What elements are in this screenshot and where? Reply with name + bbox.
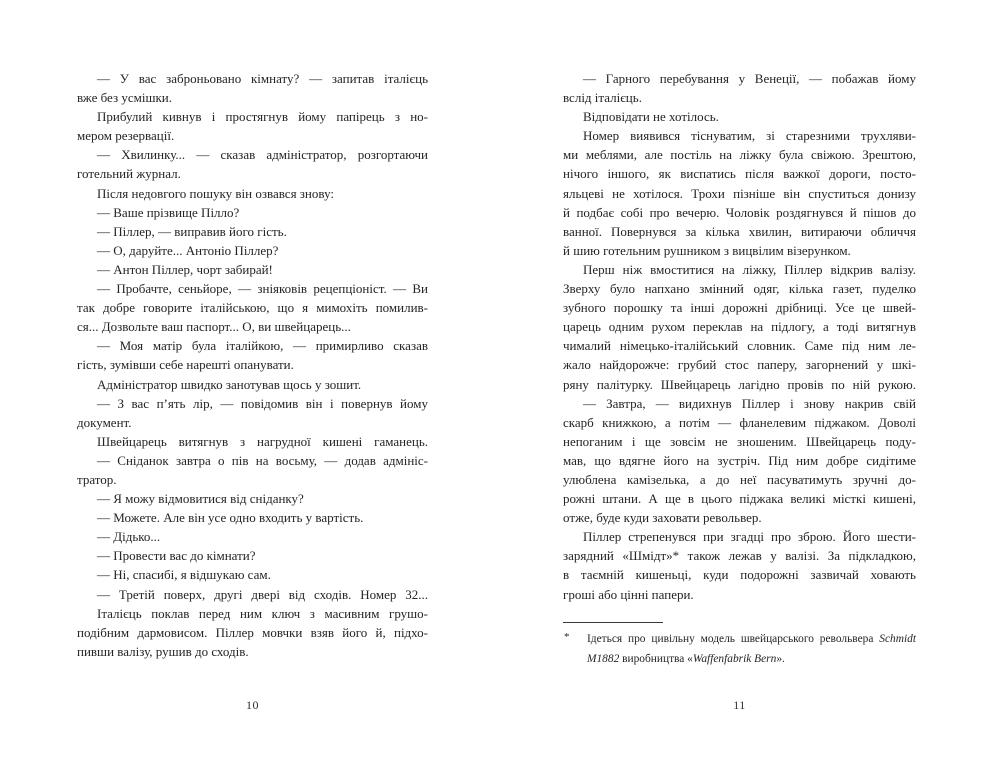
- text-line: — Хвилинку... — сказав адміністратор, розгортаючи: [97, 147, 428, 163]
- text-line: пивши валізу, рушив до сходів.: [77, 643, 249, 659]
- page-number-right: 11: [733, 698, 746, 712]
- text-line: — Моя матір була італійкою, — примирливо сказав: [97, 338, 428, 354]
- text-line: — Можете. Але він усе одно входить у вартість.: [97, 510, 364, 526]
- text-line: мером резервації.: [77, 128, 175, 144]
- text-line: тратор.: [77, 471, 117, 487]
- text-line: зубного порошку та інші дорожні дрібниці. Усе це швей-: [563, 300, 916, 316]
- text-line: в таємній кишеньці, куди подорожні зазвичай ховають: [563, 567, 916, 583]
- text-line: Адміністратор швидко занотував щось у зошит.: [97, 376, 362, 392]
- text-line: ся... Дозвольте ваш паспорт... О, ви швейцарець...: [77, 319, 351, 335]
- page-right-text: [563, 69, 916, 604]
- text-line: — Я можу відмовитися від сніданку?: [97, 491, 304, 507]
- text-line: й подбає собі про вечерю. Чоловік роздягнувся й пішов до: [563, 204, 916, 220]
- text-line: Прибулий кивнув і простягнув йому папірець з но-: [97, 109, 428, 125]
- text-line: яльцеві не хотілося. Трохи пізніше він спуститься донизу: [563, 185, 916, 201]
- text-line: — У вас заброньовано кімнату? — запитав італієць: [97, 71, 428, 86]
- text-line: Перш ніж вмоститися на ліжку, Піллер відкрив валізу.: [583, 261, 916, 277]
- text-line: — Ні, спасибі, я відшукаю сам.: [97, 567, 271, 583]
- text-line: — Піллер, — виправив його гість.: [97, 223, 287, 239]
- text-segment: Waffenfabrik Bern: [692, 652, 777, 665]
- text-line: подібним дармовисом. Піллер мовчки взяв його й, підхо-: [77, 624, 428, 640]
- text-line: — Третій поверх, другі двері від сходів. Номер 32...: [97, 586, 428, 602]
- text-line: — О, даруйте... Антоніо Піллер?: [97, 242, 279, 258]
- text-line: царець одним рухом переклав на підлогу, а тоді витягнув: [563, 319, 916, 335]
- text-line: рожні штани. А ще в цього піджака великі місткі кишені,: [563, 491, 916, 507]
- text-line: Відповідати не хотілось.: [583, 109, 719, 125]
- text-line: мав, що вдягне його на зустріч. Під ним добре сидітиме: [563, 452, 916, 468]
- text-line: Італієць поклав перед ним ключ з масивним грушо-: [97, 605, 428, 621]
- text-line: Після недовгого пошуку він озвався знову:: [97, 185, 335, 201]
- text-line: — З вас п’ять лір, — повідомив він і повернув йому: [97, 395, 428, 411]
- text-line: — Ваше прізвище Пілло?: [97, 204, 240, 220]
- text-line: — Антон Піллер, чорт забирай!: [97, 261, 273, 277]
- text-line: — Завтра, — видихнув Піллер і знову накрив свій: [583, 395, 916, 411]
- text-segment: M1882: [587, 652, 620, 665]
- text-line: Зверху було напхано змінний одяг, кілька газет, пуделко: [563, 281, 916, 297]
- text-segment: виробництва «: [619, 652, 693, 665]
- text-line: Швейцарець витягнув з нагрудної кишені гаманець.: [97, 433, 428, 449]
- text-line: так добре говорите італійською, що я мимохіть помилив-: [77, 300, 428, 316]
- page-number-left: 10: [246, 698, 259, 712]
- text-line: [587, 650, 916, 670]
- text-line: нічого іншого, як виспатись після важкої дороги, посто-: [563, 166, 916, 182]
- text-segment: ».: [776, 652, 785, 665]
- text-line: отже, буде куди заховати револьвер.: [563, 510, 762, 526]
- footnote: [563, 622, 916, 669]
- text-line: гість, зумівши себе нарешті опанувати.: [77, 357, 294, 373]
- footnote-text: [587, 630, 916, 669]
- text-line: Піллер стрепенувся при згадці про зброю. Його шести-: [583, 529, 916, 545]
- text-line: документ.: [77, 414, 132, 430]
- text-line: [587, 630, 916, 650]
- text-line: Номер виявився тіснуватим, зі старезними трухляви-: [583, 128, 916, 144]
- text-line: ванної. Повернувся за кілька хвилин, витираючи обличчя: [563, 223, 916, 239]
- text-line: непоганим і ще зовсім не зношеним. Швейцарець поду-: [563, 433, 916, 449]
- text-line: — Пробачте, сеньйоре, — зніяковів рецепціоніст. — Ви: [97, 281, 428, 297]
- text-line: жало найдорожче: грубий стос паперу, загорнений у шкі-: [563, 357, 916, 373]
- text-segment: Ідеться про цивільну модель швейцарського револьвера: [587, 633, 880, 645]
- text-line: готельний журнал.: [77, 166, 181, 182]
- text-line: зарядний «Шмідт»* також лежав у валізі. За підкладкою,: [563, 548, 916, 564]
- text-line: вслід італієць.: [563, 90, 642, 106]
- text-segment: Schmidt: [879, 633, 916, 645]
- text-line: — Провести вас до кімнати?: [97, 548, 256, 564]
- text-line: ми меблями, але постіль на ліжку була свіжою. Зрештою,: [563, 147, 916, 163]
- text-line: й шию готельним рушником з вицвілим візерунком.: [563, 242, 851, 258]
- footnote-rule: [563, 622, 663, 623]
- text-line: улюблена камізелька, а до неї пасуватимуть зручні до-: [563, 471, 916, 487]
- text-line: чималий німецько-італійський словник. Саме під ним ле-: [563, 338, 916, 354]
- footnote-body: [563, 630, 916, 669]
- text-line: скарб книжкою, а потім — фланелевим піджаком. Доволі: [563, 414, 916, 430]
- page-left-text: [77, 69, 428, 661]
- footnote-marker: *: [564, 631, 570, 643]
- text-line: гроші або цінні папери.: [563, 586, 694, 602]
- text-line: — Дідько...: [97, 529, 161, 545]
- text-line: — Сніданок завтра о пів на восьму, — додав адмініс-: [97, 452, 428, 468]
- text-line: вже без усмішки.: [77, 90, 172, 106]
- text-line: — Гарного перебування у Венеції, — побажав йому: [583, 71, 916, 86]
- text-line: ряну палітурку. Швейцарець лагідно провів по ній рукою.: [563, 376, 916, 392]
